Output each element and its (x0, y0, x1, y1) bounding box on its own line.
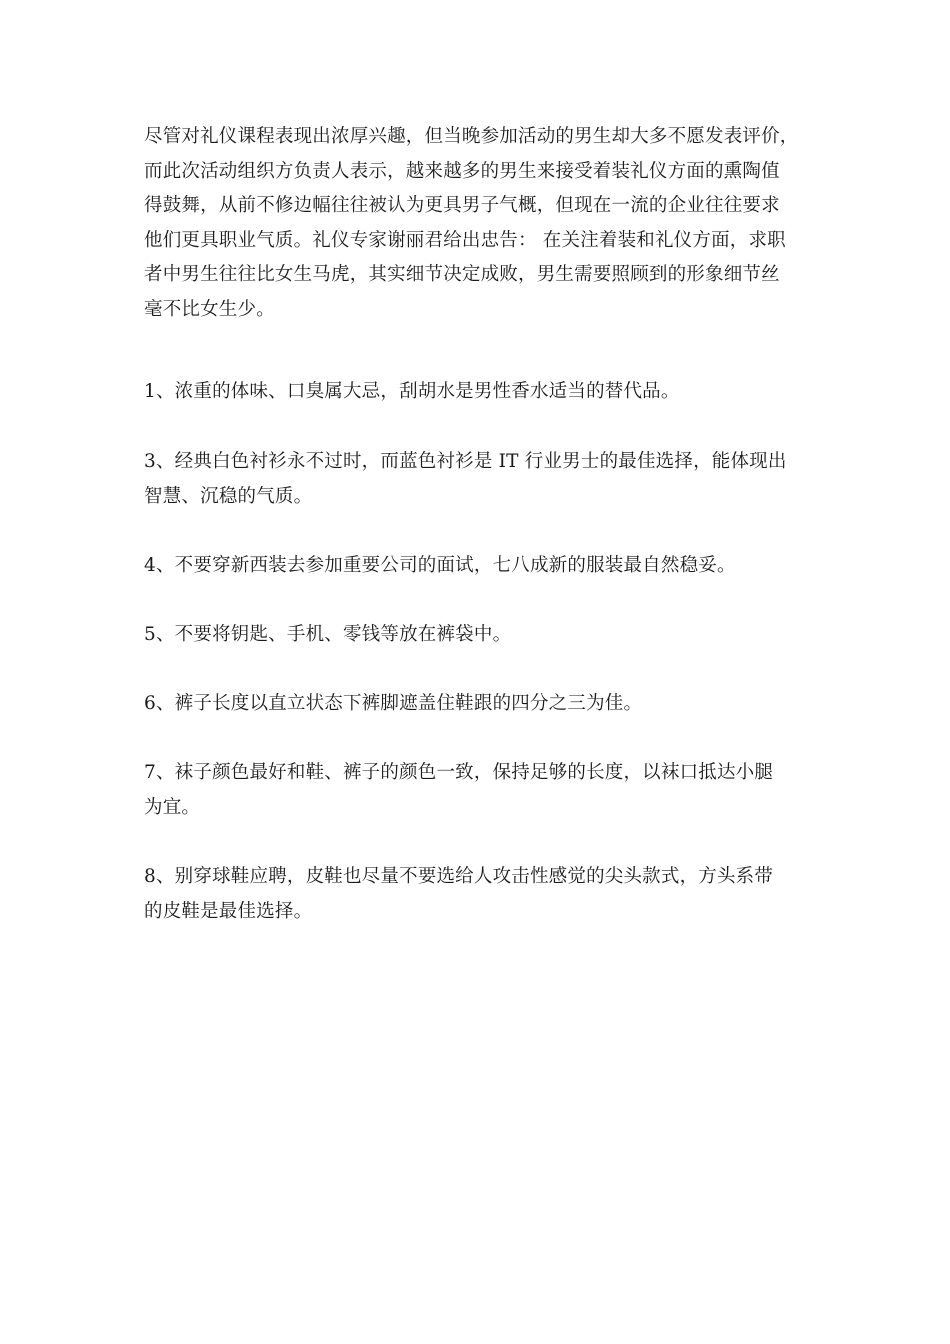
tip-line: 3、经典白色衬衫永不过时，而蓝色衬衫是 IT 行业男士的最佳选择，能体现出 (144, 451, 787, 472)
tip-4-paragraph (144, 549, 824, 584)
tip-7-paragraph (144, 756, 824, 825)
tip-line: 为宜。 (144, 796, 201, 818)
tip-line: 的皮鞋是最佳选择。 (144, 900, 313, 922)
tip-line: 1、浓重的体味、口臭属大忌，刮胡水是男性香水适当的替代品。 (144, 381, 680, 402)
tip-line: 8、别穿球鞋应聘，皮鞋也尽量不要选给人攻击性感觉的尖头款式，方头系带 (144, 866, 774, 887)
intro-line: 者中男生往往比女生马虎，其实细节决定成败，男生需要照顾到的形象细节丝 (144, 264, 780, 285)
tip-line: 4、不要穿新西装去参加重要公司的面试，七八成新的服装最自然稳妥。 (144, 555, 736, 576)
tip-1-paragraph (144, 375, 824, 410)
intro-line: 而此次活动组织方负责人表示，越来越多的男生来接受着装礼仪方面的熏陶值 (144, 160, 780, 182)
intro-paragraph (144, 120, 824, 327)
tip-3-paragraph (144, 445, 824, 514)
intro-line: 他们更具职业气质。礼仪专家谢丽君给出忠告： 在关注着装和礼仪方面，求职 (144, 229, 786, 251)
intro-line: 毫不比女生少。 (144, 298, 275, 320)
tip-line: 5、不要将钥匙、手机、零钱等放在裤袋中。 (144, 624, 512, 645)
intro-line: 尽管对礼仪课程表现出浓厚兴趣，但当晚参加活动的男生却大多不愿发表评价， (144, 126, 799, 147)
tip-5-paragraph (144, 618, 824, 653)
tip-line: 6、裤子长度以直立状态下裤脚遮盖住鞋跟的四分之三为佳。 (144, 693, 643, 714)
tip-6-paragraph (144, 687, 824, 722)
tip-8-paragraph (144, 860, 824, 929)
tip-line: 智慧、沉稳的气质。 (144, 485, 313, 507)
intro-line: 得鼓舞，从前不修边幅往往被认为更具男子气概，但现在一流的企业往往要求 (144, 195, 780, 216)
tip-line: 7、袜子颜色最好和鞋、裤子的颜色一致，保持足够的长度，以袜口抵达小腿 (144, 762, 774, 783)
